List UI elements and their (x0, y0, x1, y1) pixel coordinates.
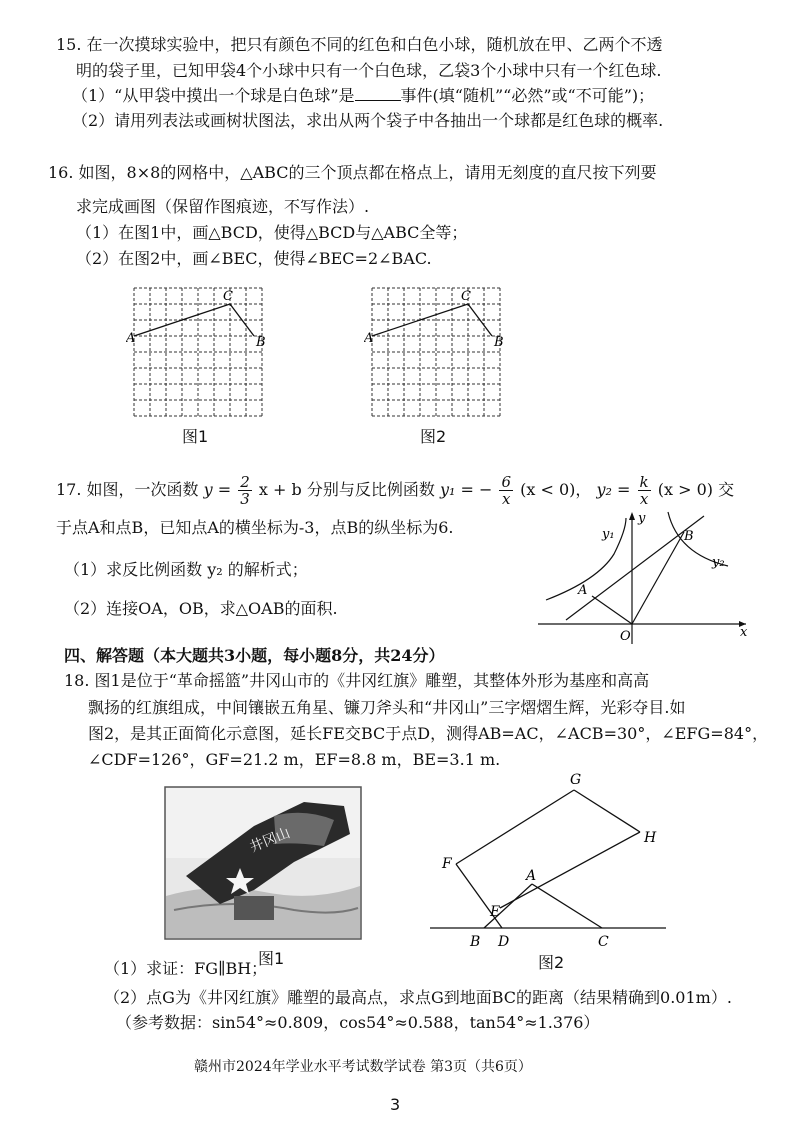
frac-num: k (639, 473, 649, 491)
frac-num: 6 (501, 473, 512, 491)
label-b: B (494, 335, 504, 350)
label-d: D (498, 934, 510, 950)
q18-line3: 图2，是其正面简化示意图，延长FE交BC于点D，测得AB=AC，∠ACB=30°，∠EFG=84°， (88, 724, 769, 743)
q17-intro: 17. 如图，一次函数 (56, 480, 199, 499)
q18-photo (164, 786, 362, 940)
frac-num: 2 (240, 473, 250, 491)
label-a: A (364, 331, 374, 346)
frac-den: x (639, 490, 649, 508)
q16-part1: （1）在图1中，画△BCD，使得△BCD与△ABC全等； (76, 223, 468, 242)
answer-blank (355, 86, 401, 101)
q17-cond2: (x > 0) 交 (657, 480, 735, 499)
fraction-2-3 (238, 474, 252, 507)
q17-y-eq: y = (203, 480, 232, 499)
y-axis-arrow (629, 512, 635, 520)
q18-line4: ∠CDF=126°，GF=21.2 m，EF=8.8 m，BE=3.1 m. (88, 750, 501, 769)
label-a: A (578, 583, 588, 598)
segment-ob (632, 532, 684, 624)
photo-text: 井冈山 (247, 825, 293, 856)
label-a: A (126, 331, 136, 346)
label-b: B (470, 934, 481, 950)
fraction-k-x (638, 474, 651, 507)
segment-ac (532, 884, 602, 928)
label-c: C (598, 934, 609, 950)
q18-part1: （1）求证：FG∥BH； (104, 959, 268, 978)
q15-line1: 15. 在一次摸球实验中，把只有颜色不同的红色和白色小球，随机放在甲、乙两个不透 (56, 35, 663, 54)
q16-line1: 16. 如图，8×8的网格中，△ABC的三个顶点都在格点上，请用无刻度的直尺按下列要 (48, 163, 657, 182)
section-4-heading: 四、解答题（本大题共3小题，每小题8分，共24分） (64, 646, 445, 665)
q16-figure-1 (126, 280, 276, 420)
q17-part2: （2）连接OA，OB，求△OAB的面积. (64, 599, 338, 618)
q18-figure-2 (420, 770, 680, 950)
label-y1: y₁ (602, 527, 615, 542)
q18-reference-data: （参考数据：sin54°≈0.809，cos54°≈0.588，tan54°≈1.376） (116, 1013, 600, 1032)
q18-part2: （2）点G为《井冈红旗》雕塑的最高点，求点G到地面BC的距离（结果精确到0.01m）. (104, 988, 732, 1007)
q18-fig2-caption: 图2 (538, 953, 565, 972)
q15-part1-b: 事件(填“随机”“必然”或“不可能”)； (400, 86, 655, 105)
label-o: O (620, 629, 631, 644)
label-b: B (684, 529, 694, 544)
q17-y1: y₁ = − (439, 480, 493, 499)
q16-figure-2 (364, 280, 514, 420)
q17-line1 (56, 470, 734, 510)
label-a: A (526, 868, 537, 884)
pedestal (234, 896, 274, 920)
fraction-6-x (499, 474, 513, 507)
q18-fig1-caption: 图1 (258, 949, 285, 968)
label-y2: y₂ (712, 555, 725, 570)
page-number: 3 (390, 1095, 401, 1114)
q17-cond1: (x < 0)， (520, 480, 592, 499)
q15-part1 (72, 85, 654, 107)
q17-mid1: x + b 分别与反比例函数 (258, 480, 435, 499)
label-y: y (638, 511, 646, 526)
segment-he (500, 832, 640, 908)
q15-part2: （2）请用列表法或画树状图法，求出从两个袋子中各抽出一个球都是红色球的概率. (72, 111, 664, 130)
label-c: C (223, 289, 233, 304)
segment-gh (574, 790, 640, 832)
q17-y2: y₂ = (596, 480, 631, 499)
q17-line2: 于点A和点B，已知点A的横坐标为-3，点B的纵坐标为6. (56, 518, 454, 537)
q16-fig2-caption: 图2 (420, 427, 447, 446)
label-x: x (740, 625, 748, 640)
segment-oa (592, 596, 632, 624)
label-c: C (461, 289, 471, 304)
q15-line2: 明的袋子里，已知甲袋4个小球中只有一个白色球，乙袋3个小球中只有一个红色球. (76, 61, 662, 80)
label-e: E (490, 904, 501, 920)
label-f: F (442, 856, 452, 872)
page-footer: 赣州市2024年学业水平考试数学试卷 第3页（共6页） (194, 1059, 532, 1075)
label-h: H (644, 830, 657, 846)
q17-graph (528, 508, 758, 648)
q18-line1: 18. 图1是位于“革命摇篮”井冈山市的《井冈红旗》雕塑，其整体外形为基座和高高 (64, 671, 650, 690)
segment-fg (456, 790, 574, 864)
q16-part2: （2）在图2中，画∠BEC，使得∠BEC=2∠BAC. (76, 249, 432, 268)
q16-line2: 求完成画图（保留作图痕迹，不写作法）. (76, 197, 370, 216)
frac-den: x (502, 490, 511, 508)
label-b: B (256, 335, 266, 350)
q17-part1: （1）求反比例函数 y₂ 的解析式； (64, 560, 308, 579)
label-g: G (570, 772, 582, 788)
q18-line2: 飘扬的红旗组成，中间镶嵌五角星、镰刀斧头和“井冈山”三字熠熠生辉，光彩夺目.如 (88, 698, 686, 717)
q16-fig1-caption: 图1 (182, 427, 209, 446)
q15-part1-a: （1）“从甲袋中摸出一个球是白色球”是 (72, 86, 355, 105)
frac-den: 3 (240, 490, 250, 508)
